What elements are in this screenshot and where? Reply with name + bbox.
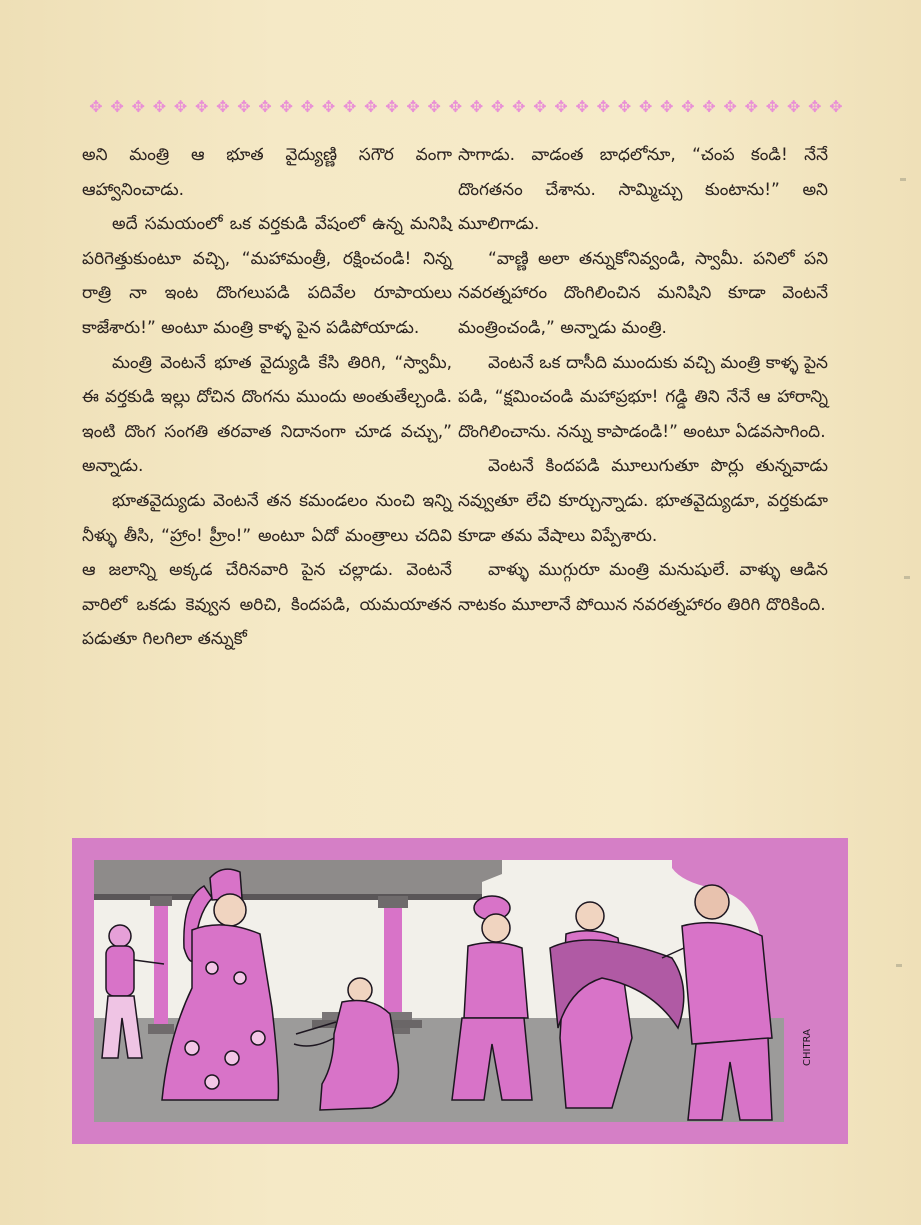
- border-ornament: ✥: [829, 97, 843, 116]
- border-ornament: ✥: [638, 97, 653, 116]
- border-ornament: ✥: [258, 97, 272, 116]
- border-ornament: ✥: [342, 97, 357, 116]
- story-illustration: [72, 838, 848, 1144]
- border-ornament: ✥: [681, 97, 695, 116]
- artist-signature: CHITRA: [802, 1029, 813, 1066]
- left-column: [82, 138, 452, 657]
- border-ornament: ✥: [617, 97, 632, 116]
- border-ornament: ✥: [744, 97, 759, 116]
- border-ornament: ✥: [173, 97, 188, 116]
- paragraph: వాళ్ళు ముగ్గురూ మంత్రి మనుషులే. వాళ్ళు ఆడిన నాటకం మూలానే పోయిన నవరత్నహారం తిరిగి దొరికింది.: [458, 560, 828, 615]
- border-ornament: ✥: [152, 97, 167, 116]
- border-ornament: ✥: [512, 97, 526, 116]
- border-ornament: ✥: [237, 97, 251, 116]
- border-ornament: ✥: [533, 97, 547, 116]
- border-ornament: ✥: [702, 97, 716, 116]
- paragraph: అని మంత్రి ఆ భూత వైద్యుణ్ణి సగౌర వంగా ఆహ్వానించాడు.: [82, 145, 452, 200]
- border-ornament: ✥: [216, 97, 230, 116]
- border-ornament: ✥: [195, 97, 209, 116]
- border-ornament: ✥: [300, 97, 315, 116]
- border-ornament: ✥: [808, 97, 822, 116]
- border-ornament: ✥: [490, 97, 505, 116]
- border-ornament: ✥: [469, 97, 484, 116]
- border-ornament: ✥: [89, 97, 103, 116]
- border-ornament: ✥: [596, 97, 611, 116]
- border-ornament: ✥: [448, 97, 463, 116]
- border-ornament: ✥: [364, 97, 378, 116]
- decorative-border: [88, 96, 844, 118]
- border-ornament: ✥: [385, 97, 399, 116]
- border-ornament: ✥: [786, 97, 801, 116]
- paragraph: వెంటనే కిందపడి మూలుగుతూ పొర్లు తున్నవాడు నవ్వుతూ లేచి కూర్చున్నాడు. భూతవైద్యుడూ, వర్తకుడూ కూడా తమ వేషాలు విప్పేశారు.: [458, 456, 828, 546]
- border-ornament: ✥: [575, 97, 589, 116]
- paragraph: “వాణ్ణి అలా తన్నుకోనివ్వండి, స్వామీ. పనిలో పని నవరత్నహారం దొంగిలించిన మనిషిని కూడా వెంటనే మంత్రించండి,” అన్నాడు మంత్రి.: [458, 248, 828, 338]
- border-ornament: ✥: [110, 97, 124, 116]
- border-ornament: ✥: [131, 97, 145, 116]
- paragraph: వెంటనే ఒక దాసీది ముందుకు వచ్చి మంత్రి కాళ్ళ పైన పడి, “క్షమించండి మహాప్రభూ! గడ్డి తిని నేనే ఆ హారాన్ని దొంగిలించాను. నన్ను కాపాడండి!” అంటూ ఏడవసాగింది.: [458, 352, 828, 442]
- border-ornament: ✥: [723, 97, 737, 116]
- paragraph: భూతవైద్యుడు వెంటనే తన కమండలం నుంచి ఇన్ని నీళ్ళు తీసి, “హ్రాం! హ్రీం!” అంటూ ఏదో మంత్రాలు చదివి ఆ జలాన్ని అక్కడ చేరినవారి పైన చల్లాడు. వెంటనే వారిలో ఒకడు కెవ్వున అరిచి, కిందపడి, యమయాతన పడుతూ గిలగిలా తన్నుకో: [82, 490, 452, 650]
- border-ornament: ✥: [554, 97, 568, 116]
- border-ornament: ✥: [406, 97, 420, 116]
- border-ornament: ✥: [765, 97, 780, 116]
- right-column: [458, 138, 828, 622]
- paragraph: అదే సమయంలో ఒక వర్తకుడి వేషంలో ఉన్న మనిషి పరిగెత్తుకుంటూ వచ్చి, “మహామంత్రీ, రక్షించండి! నిన్న రాత్రి నా ఇంట దొంగలుపడి పదివేల రూపాయలు కాజేశారు!” అంటూ మంత్రి కాళ్ళ పైన పడిపోయాడు.: [82, 214, 452, 338]
- paragraph: సాగాడు. వాడంత బాధలోనూ, “చంప కండి! నేనే దొంగతనం చేశాను. సామ్మిచ్చు కుంటాను!” అని మూలిగాడు.: [458, 145, 828, 235]
- illustration-drawing: [72, 838, 848, 1144]
- paragraph: మంత్రి వెంటనే భూత వైద్యుడి కేసి తిరిగి, “స్వామీ, ఈ వర్తకుడి ఇల్లు దోచిన దొంగను ముందు అంతుతేల్చండి. ఇంటి దొంగ సంగతి తరవాత నిదానంగా చూడ వచ్చు,” అన్నాడు.: [82, 352, 452, 477]
- border-ornament: ✥: [427, 97, 441, 116]
- border-ornament: ✥: [279, 97, 293, 116]
- border-ornament: ✥: [660, 97, 674, 116]
- border-ornament: ✥: [321, 97, 336, 116]
- ceiling-beam: [94, 860, 502, 894]
